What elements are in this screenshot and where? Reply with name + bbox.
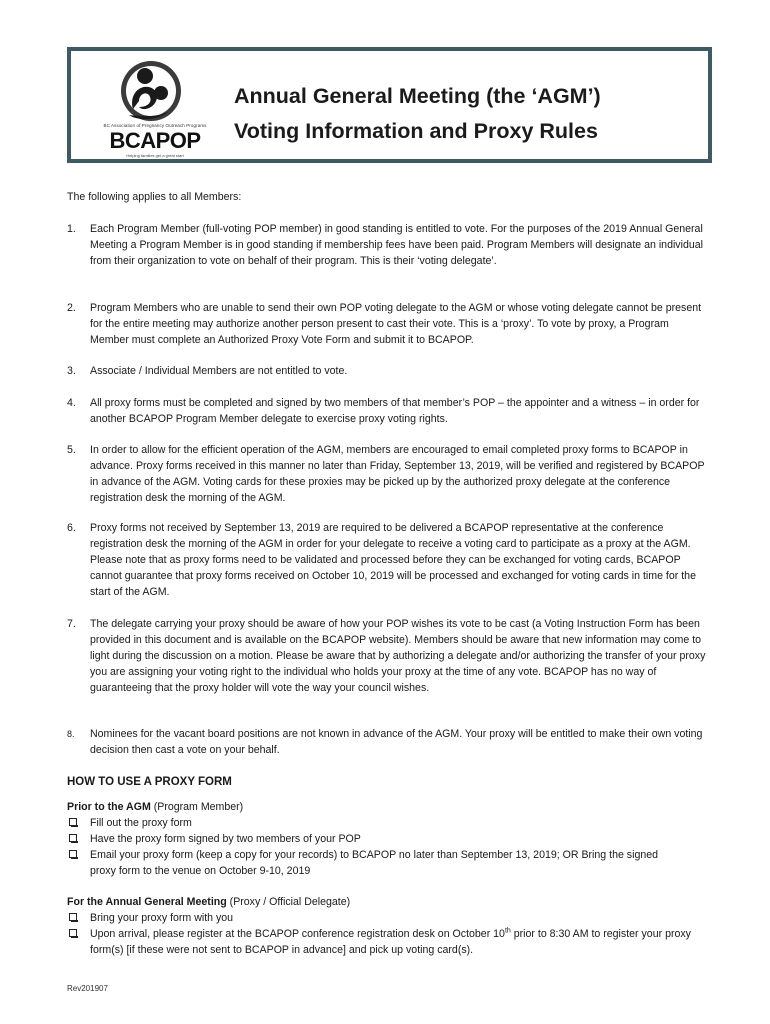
checklist-text-part: Upon arrival, please register at the BCAPOP conference registration desk on October 10 bbox=[90, 928, 505, 940]
item-number: 4. bbox=[67, 397, 76, 409]
agm-role: (Proxy / Official Delegate) bbox=[226, 896, 351, 908]
checkbox-icon bbox=[69, 929, 77, 937]
logo-tagline: BC Association of Pregnancy Outreach Programs bbox=[103, 123, 207, 128]
agm-label: For the Annual General Meeting bbox=[67, 896, 227, 908]
logo-subtext: Helping families get a great start bbox=[126, 153, 184, 158]
item-number: 1. bbox=[67, 223, 76, 235]
item-text: All proxy forms must be completed and signed by two members of that member’s POP – the appointer and a witness – in order for another BCAPOP Program Member delegate to exercise proxy voting rights. bbox=[90, 397, 700, 426]
checkbox-icon bbox=[69, 834, 77, 842]
prior-label: Prior to the AGM bbox=[67, 801, 151, 813]
item-number: 5. bbox=[67, 444, 76, 456]
logo-wordmark: BCAPOP bbox=[109, 128, 201, 153]
checkbox-icon bbox=[69, 850, 77, 858]
list-item bbox=[67, 221, 707, 269]
checklist-item bbox=[67, 815, 707, 831]
checklist-text-part: prior to 8:30 AM to register your proxy form(s) [if these were not sent to BCAPOP in advance] and pick up voting card(s). bbox=[90, 928, 691, 957]
header-box bbox=[67, 47, 712, 163]
checklist-item bbox=[67, 926, 707, 958]
title-line-2: Voting Information and Proxy Rules bbox=[234, 119, 598, 143]
prior-role: (Program Member) bbox=[150, 801, 244, 813]
ordinal-suffix: th bbox=[504, 927, 511, 935]
agm-subheading bbox=[67, 894, 350, 910]
list-item bbox=[67, 363, 707, 379]
section-heading: HOW TO USE A PROXY FORM bbox=[67, 776, 232, 788]
checklist-text: Bring your proxy form with you bbox=[90, 912, 234, 924]
item-number: 8. bbox=[67, 729, 75, 739]
item-text: In order to allow for the efficient operation of the AGM, members are encouraged to email completed proxy forms to BCAPOP in advance. Proxy forms received in this manner no later than Friday, September 13, 2019, will be verified and registered by BCAPOP in advance of the AGM. Voting cards for these proxies may be picked up by the authorized proxy delegate at the conference registration desk the morning of the AGM. bbox=[90, 444, 705, 505]
item-number: 2. bbox=[67, 302, 76, 314]
page-title bbox=[234, 79, 674, 149]
item-text: Proxy forms not received by September 13, 2019 are required to be delivered a BCAPOP representative at the conference registration desk the morning of the AGM in order for your delegate to receive a voting card to participate as a proxy at the AGM. Please note that as proxy forms need to be validated and processed before they can be exchanged for voting cards, BCAPOP cannot guarantee that proxy forms received on October 10, 2019 will be processed and exchanged for voting cards in time for the start of the AGM. bbox=[90, 522, 696, 599]
title-line-1: Annual General Meeting (the ‘AGM’) bbox=[234, 84, 601, 108]
item-text: Nominees for the vacant board positions are not known in advance of the AGM. Your proxy will be entitled to make their own voting decision then cast a vote on your behalf. bbox=[90, 728, 703, 757]
list-item bbox=[67, 726, 707, 758]
checkbox-icon bbox=[69, 818, 77, 826]
prior-subheading bbox=[67, 799, 243, 815]
checklist-item bbox=[67, 831, 707, 847]
item-text: The delegate carrying your proxy should be aware of how your POP wishes its vote to be cast (a Voting Instruction Form has been provided in this document and is available on the BCAPOP website). Members should be aware that new information may come to light during the discussion on a motion. Please be aware that by authorizing a delegate and/or authorizing the transfer of your proxy you are assigning your voting right to the individual who holds your proxy at the time of any vote. BCAPOP has no way of guaranteeing that the proxy holder will vote the way your council wishes. bbox=[90, 618, 706, 695]
item-text: Program Members who are unable to send their own POP voting delegate to the AGM or whose voting delegate cannot be present for the entire meeting may authorize another person present to cast their vote. This is a ‘proxy’. To vote by proxy, a Program Member must complete an Authorized Proxy Vote Form and submit it to BCAPOP. bbox=[90, 302, 702, 347]
list-item bbox=[67, 520, 707, 600]
item-number: 6. bbox=[67, 522, 76, 534]
revision-code: Rev201907 bbox=[67, 984, 108, 993]
list-item bbox=[67, 442, 707, 506]
list-item bbox=[67, 616, 707, 696]
mother-child-logo-icon bbox=[99, 57, 211, 123]
list-item bbox=[67, 395, 707, 427]
intro-text: The following applies to all Members: bbox=[67, 191, 242, 203]
checklist-text: Email your proxy form (keep a copy for your records) to BCAPOP no later than September 13, 2019; OR Bring the signed proxy form to the venue on October 9-10, 2019 bbox=[90, 849, 659, 878]
checkbox-icon bbox=[69, 913, 77, 921]
checklist-item bbox=[67, 847, 707, 879]
list-item bbox=[67, 300, 707, 348]
checklist-item bbox=[67, 910, 707, 926]
item-text: Each Program Member (full-voting POP member) in good standing is entitled to vote. For the purposes of the 2019 Annual General Meeting a Program Member is in good standing if membership fees have been paid. Program Members will designate an individual from their organization to vote on behalf of their program. This is their ‘voting delegate’. bbox=[90, 223, 703, 268]
bcapop-logo bbox=[99, 57, 211, 161]
checklist-text bbox=[90, 926, 707, 958]
checklist-text: Have the proxy form signed by two members of your POP bbox=[90, 833, 361, 845]
item-number: 7. bbox=[67, 618, 76, 630]
item-text: Associate / Individual Members are not entitled to vote. bbox=[90, 365, 348, 377]
checklist-text: Fill out the proxy form bbox=[90, 817, 192, 829]
item-number: 3. bbox=[67, 365, 76, 377]
